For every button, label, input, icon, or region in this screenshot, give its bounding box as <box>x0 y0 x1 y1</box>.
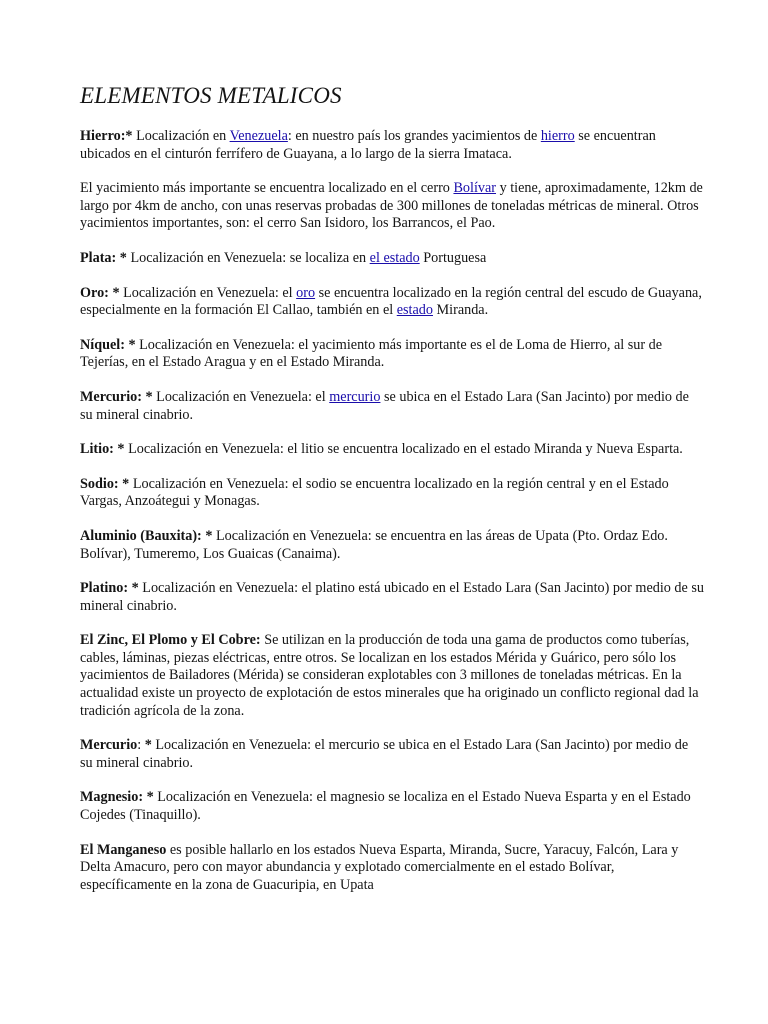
entries-container <box>80 128 704 894</box>
element-term: Mercurio: * <box>80 388 153 405</box>
body-text: Localización en Venezuela: el magnesio se localiza en el Estado Nueva Esparta y en el Estado Cojedes (Tinaquillo). <box>80 789 691 824</box>
body-text: Portuguesa <box>419 249 487 266</box>
body-text: Localización en Venezuela: el <box>152 388 330 405</box>
body-text: Localización en <box>132 128 230 144</box>
paragraph-entry <box>80 737 704 772</box>
hyperlink[interactable]: Venezuela <box>229 128 288 144</box>
body-text: * <box>144 737 152 754</box>
element-term: Oro: * <box>80 284 120 301</box>
body-text: Localización en Venezuela: el platino está ubicado en el Estado Lara (San Jacinto) por medio de su mineral cinabrio. <box>80 580 704 614</box>
element-term: Hierro:* <box>80 128 133 144</box>
hyperlink[interactable]: hierro <box>540 128 575 144</box>
element-term: Magnesio: * <box>80 789 154 806</box>
element-term: Mercurio <box>80 737 138 754</box>
element-term: Litio: * <box>80 441 125 458</box>
body-text: se encuentran ubicados en el cinturón ferrífero de Guayana, a lo largo de la sierra Imataca. <box>80 128 656 162</box>
hyperlink[interactable]: estado <box>396 302 433 319</box>
element-term: Aluminio (Bauxita): * <box>80 527 213 544</box>
element-term: El Manganeso <box>80 841 167 858</box>
element-term: Níquel: * <box>80 336 136 353</box>
paragraph-entry <box>80 789 704 824</box>
paragraph-entry <box>80 441 704 459</box>
body-text: Localización en Venezuela: el <box>119 284 297 301</box>
paragraph-entry <box>80 476 704 511</box>
body-text: Localización en Venezuela: el mercurio se ubica en el Estado Lara (San Jacinto) por medio de su mineral cinabrio. <box>80 737 689 771</box>
paragraph-entry <box>80 180 704 233</box>
element-term: Platino: * <box>80 580 139 597</box>
hyperlink[interactable]: Bolívar <box>453 180 497 197</box>
paragraph-entry <box>80 580 704 615</box>
hyperlink[interactable]: mercurio <box>329 388 381 405</box>
paragraph-entry <box>80 337 704 372</box>
body-text: es posible hallarlo en los estados Nueva Esparta, Miranda, Sucre, Yaracuy, Falcón, Lara y Delta Amacuro, pero con mayor abundancia y explotado comercialmente en el estado Bolívar, específicamente en la zona de Guacuripia, en Upata <box>80 841 679 893</box>
body-text: se encuentra localizado en la región central del escudo de Guayana, especialmente en la formación El Callao, también en el <box>80 284 702 319</box>
body-text: se ubica en el Estado Lara (San Jacinto) por medio de su mineral cinabrio. <box>80 388 689 423</box>
hyperlink[interactable]: el estado <box>369 249 420 266</box>
body-text: Localización en Venezuela: el litio se encuentra localizado en el estado Miranda y Nueva Esparta. <box>124 441 683 458</box>
element-term: Sodio: * <box>80 475 130 492</box>
body-text: : <box>137 737 145 754</box>
hyperlink[interactable]: oro <box>296 284 316 301</box>
body-text: Miranda. <box>432 302 489 319</box>
element-term: El Zinc, El Plomo y El Cobre: <box>80 632 261 649</box>
paragraph-entry <box>80 389 704 424</box>
element-term: Plata: * <box>80 249 127 266</box>
paragraph-entry <box>80 285 704 320</box>
body-text: Se utilizan en la producción de toda una gama de productos como tuberías, cables, láminas, piezas eléctricas, entre otros. Se localizan en los estados Mérida y Guárico, pero sólo los yacimientos de Bailadores (Mérida) se consideran explotables con 3 millones de toneladas métricas. En la actualidad existe un proyecto de explotación de estos minerales que ha originado un conflicto regional dad la tradición agrícola de la zona. <box>80 632 699 719</box>
body-text: Localización en Venezuela: el sodio se encuentra localizado en la región central y en el Estado Vargas, Anzoátegui y Monagas. <box>80 475 669 510</box>
paragraph-entry <box>80 842 704 895</box>
paragraph-entry <box>80 632 704 720</box>
body-text: Localización en Venezuela: se localiza en <box>126 249 370 266</box>
body-text: Localización en Venezuela: el yacimiento más importante es el de Loma de Hierro, al sur de Tejerías, en el Estado Aragua y en el Estado Miranda. <box>80 336 663 371</box>
paragraph-entry <box>80 528 704 563</box>
body-text: El yacimiento más importante se encuentra localizado en el cerro <box>80 180 454 197</box>
body-text: y tiene, aproximadamente, 12km de largo por 4km de ancho, con unas reservas probadas de 300 millones de toneladas métricas de mineral. Otros yacimientos importantes, son: el cerro San Isidoro, los Barrancos, el Pao. <box>80 180 703 232</box>
paragraph-entry <box>80 250 704 268</box>
paragraph-entry <box>80 128 704 163</box>
document-title: ELEMENTOS METALICOS <box>80 83 342 108</box>
body-text: Localización en Venezuela: se encuentra en las áreas de Upata (Pto. Ordaz Edo. Bolívar), Tumeremo, Los Guaicas (Canaima). <box>80 527 668 562</box>
body-text: : en nuestro país los grandes yacimientos de <box>287 128 541 144</box>
